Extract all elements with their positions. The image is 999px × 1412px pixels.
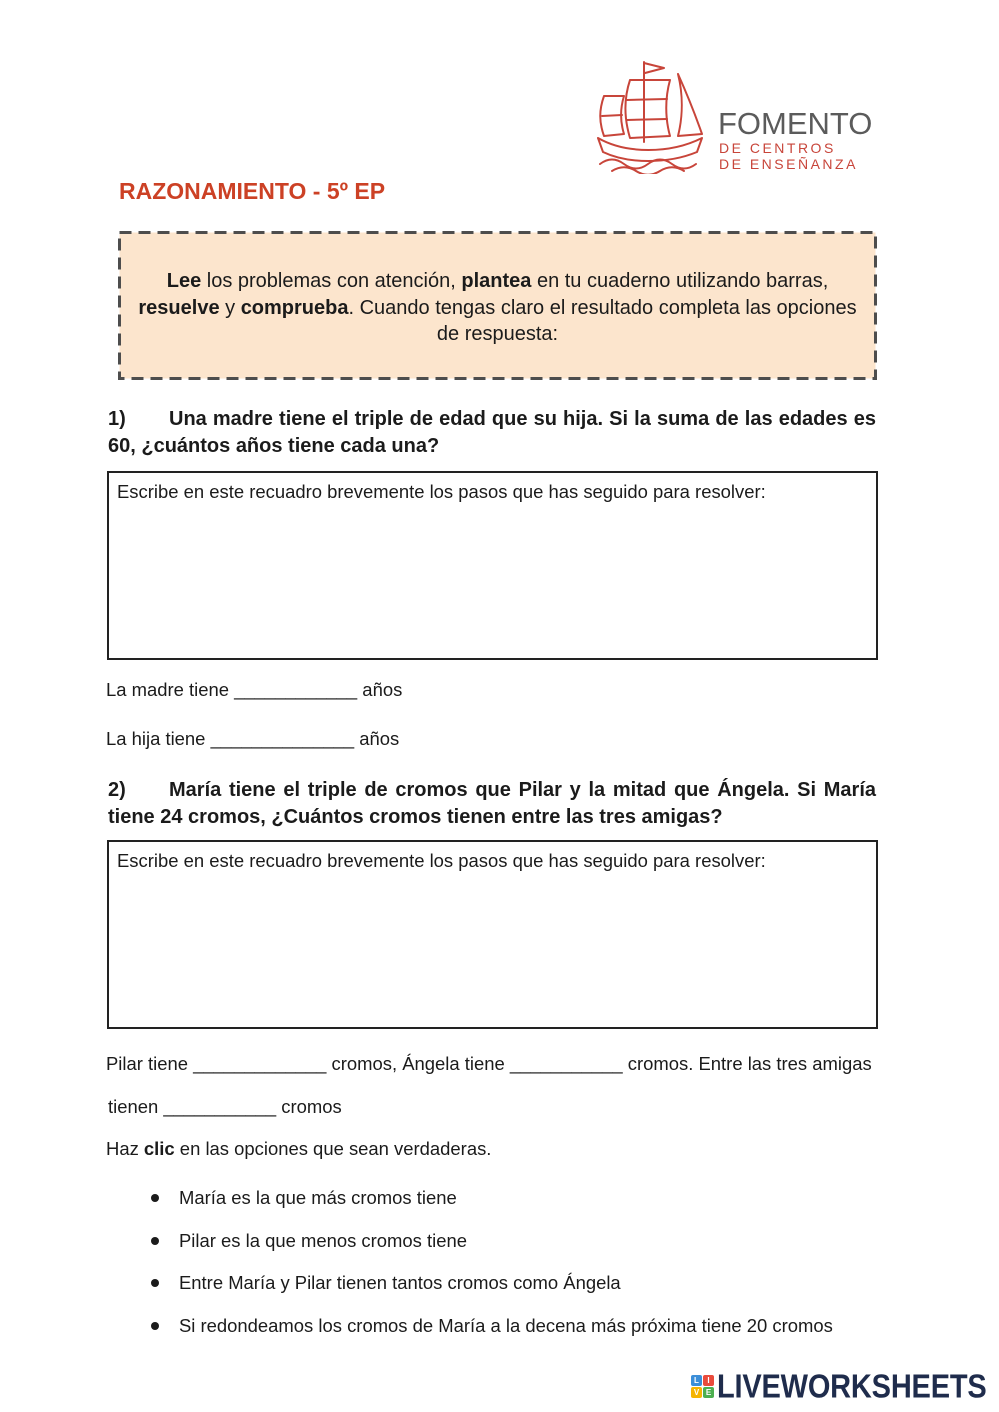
instr-resuelve: resuelve	[138, 296, 220, 319]
instr-part4: . Cuando tengas claro el resultado completa las opciones	[348, 296, 857, 319]
ship-icon	[594, 58, 706, 174]
answer-unit: años	[357, 679, 403, 700]
instr-part3: y	[219, 296, 241, 319]
instr-lee: Lee	[166, 270, 202, 292]
brand-icon-tile: I	[703, 1375, 714, 1386]
click-instruction-bold: clic	[143, 1138, 175, 1159]
writing-box-1[interactable]	[107, 471, 878, 660]
answer-label: cromos. Entre las tres amigas	[622, 1053, 872, 1074]
bullet-icon	[151, 1279, 159, 1287]
instructions-text	[118, 268, 877, 348]
question-number: 1)	[108, 408, 126, 430]
option-4[interactable]	[145, 1315, 885, 1337]
answer-line-madre	[106, 679, 402, 701]
option-3[interactable]	[145, 1272, 885, 1294]
answer-unit: cromos	[276, 1096, 342, 1117]
brand-icon-tile: L	[691, 1375, 702, 1386]
answer-line-hija	[106, 728, 399, 750]
click-instruction	[106, 1138, 491, 1160]
instructions-box	[118, 231, 877, 380]
instr-part1: los problemas con atención,	[201, 270, 462, 292]
answer-blank-total[interactable]: ___________	[163, 1096, 277, 1117]
option-1[interactable]	[145, 1187, 885, 1209]
answer-label: cromos, Ángela tiene	[326, 1053, 510, 1074]
answer-label: Pilar tiene	[106, 1053, 194, 1074]
option-text: Pilar es la que menos cromos tiene	[179, 1230, 467, 1251]
instr-part2: en tu cuaderno utilizando barras,	[531, 270, 829, 292]
answer-line-cromos-1	[106, 1053, 872, 1075]
answer-blank-hija[interactable]: ______________	[210, 728, 355, 749]
instr-comprueba: comprueba	[240, 296, 349, 319]
answer-label: tienen	[108, 1096, 164, 1117]
instr-part5: de respuesta:	[436, 323, 559, 345]
question-text: María tiene el triple de cromos que Pilar y la mitad que Ángela. Si María tiene 24 cromos, ¿Cuántos cromos tienen entre las tres amigas?	[108, 779, 876, 828]
bullet-icon	[151, 1194, 159, 1202]
answer-blank-pilar[interactable]: _____________	[193, 1053, 327, 1074]
question-2	[108, 777, 876, 831]
brand-icon-tile: V	[691, 1387, 702, 1398]
option-text: María es la que más cromos tiene	[179, 1187, 457, 1208]
click-instruction-before: Haz	[106, 1138, 144, 1159]
option-text: Entre María y Pilar tienen tantos cromos como Ángela	[179, 1272, 621, 1293]
bullet-icon	[151, 1322, 159, 1330]
click-instruction-after: en las opciones que sean verdaderas.	[174, 1138, 492, 1159]
answer-label: La hija tiene	[106, 728, 211, 749]
answer-blank-madre[interactable]: ____________	[234, 679, 358, 700]
writing-box-prompt: Escribe en este recuadro brevemente los pasos que has seguido para resolver:	[117, 850, 766, 871]
page-title: RAZONAMIENTO - 5º EP	[119, 178, 386, 204]
liveworksheets-icon	[691, 1375, 714, 1398]
option-text: Si redondeamos los cromos de María a la decena más próxima tiene 20 cromos	[179, 1315, 833, 1336]
question-text: Una madre tiene el triple de edad que su hija. Si la suma de las edades es 60, ¿cuántos años tiene cada una?	[108, 408, 876, 457]
liveworksheets-brand: LIVEWORKSHEETS	[717, 1368, 987, 1406]
logo-subtitle-line2: DE ENSEÑANZA	[719, 156, 858, 172]
option-2[interactable]	[145, 1230, 885, 1252]
instr-plantea: plantea	[461, 270, 532, 292]
answer-blank-angela[interactable]: ___________	[509, 1053, 623, 1074]
answer-line-cromos-2	[108, 1096, 342, 1118]
question-1	[108, 406, 876, 460]
writing-box-prompt: Escribe en este recuadro brevemente los pasos que has seguido para resolver:	[117, 481, 766, 502]
answer-label: La madre tiene	[106, 679, 235, 700]
bullet-icon	[151, 1237, 159, 1245]
logo-name: FOMENTO	[718, 106, 873, 141]
writing-box-2[interactable]	[107, 840, 878, 1029]
brand-icon-tile: E	[703, 1387, 714, 1398]
answer-unit: años	[354, 728, 400, 749]
logo-subtitle-line1: DE CENTROS	[719, 140, 836, 156]
question-number: 2)	[108, 779, 126, 801]
